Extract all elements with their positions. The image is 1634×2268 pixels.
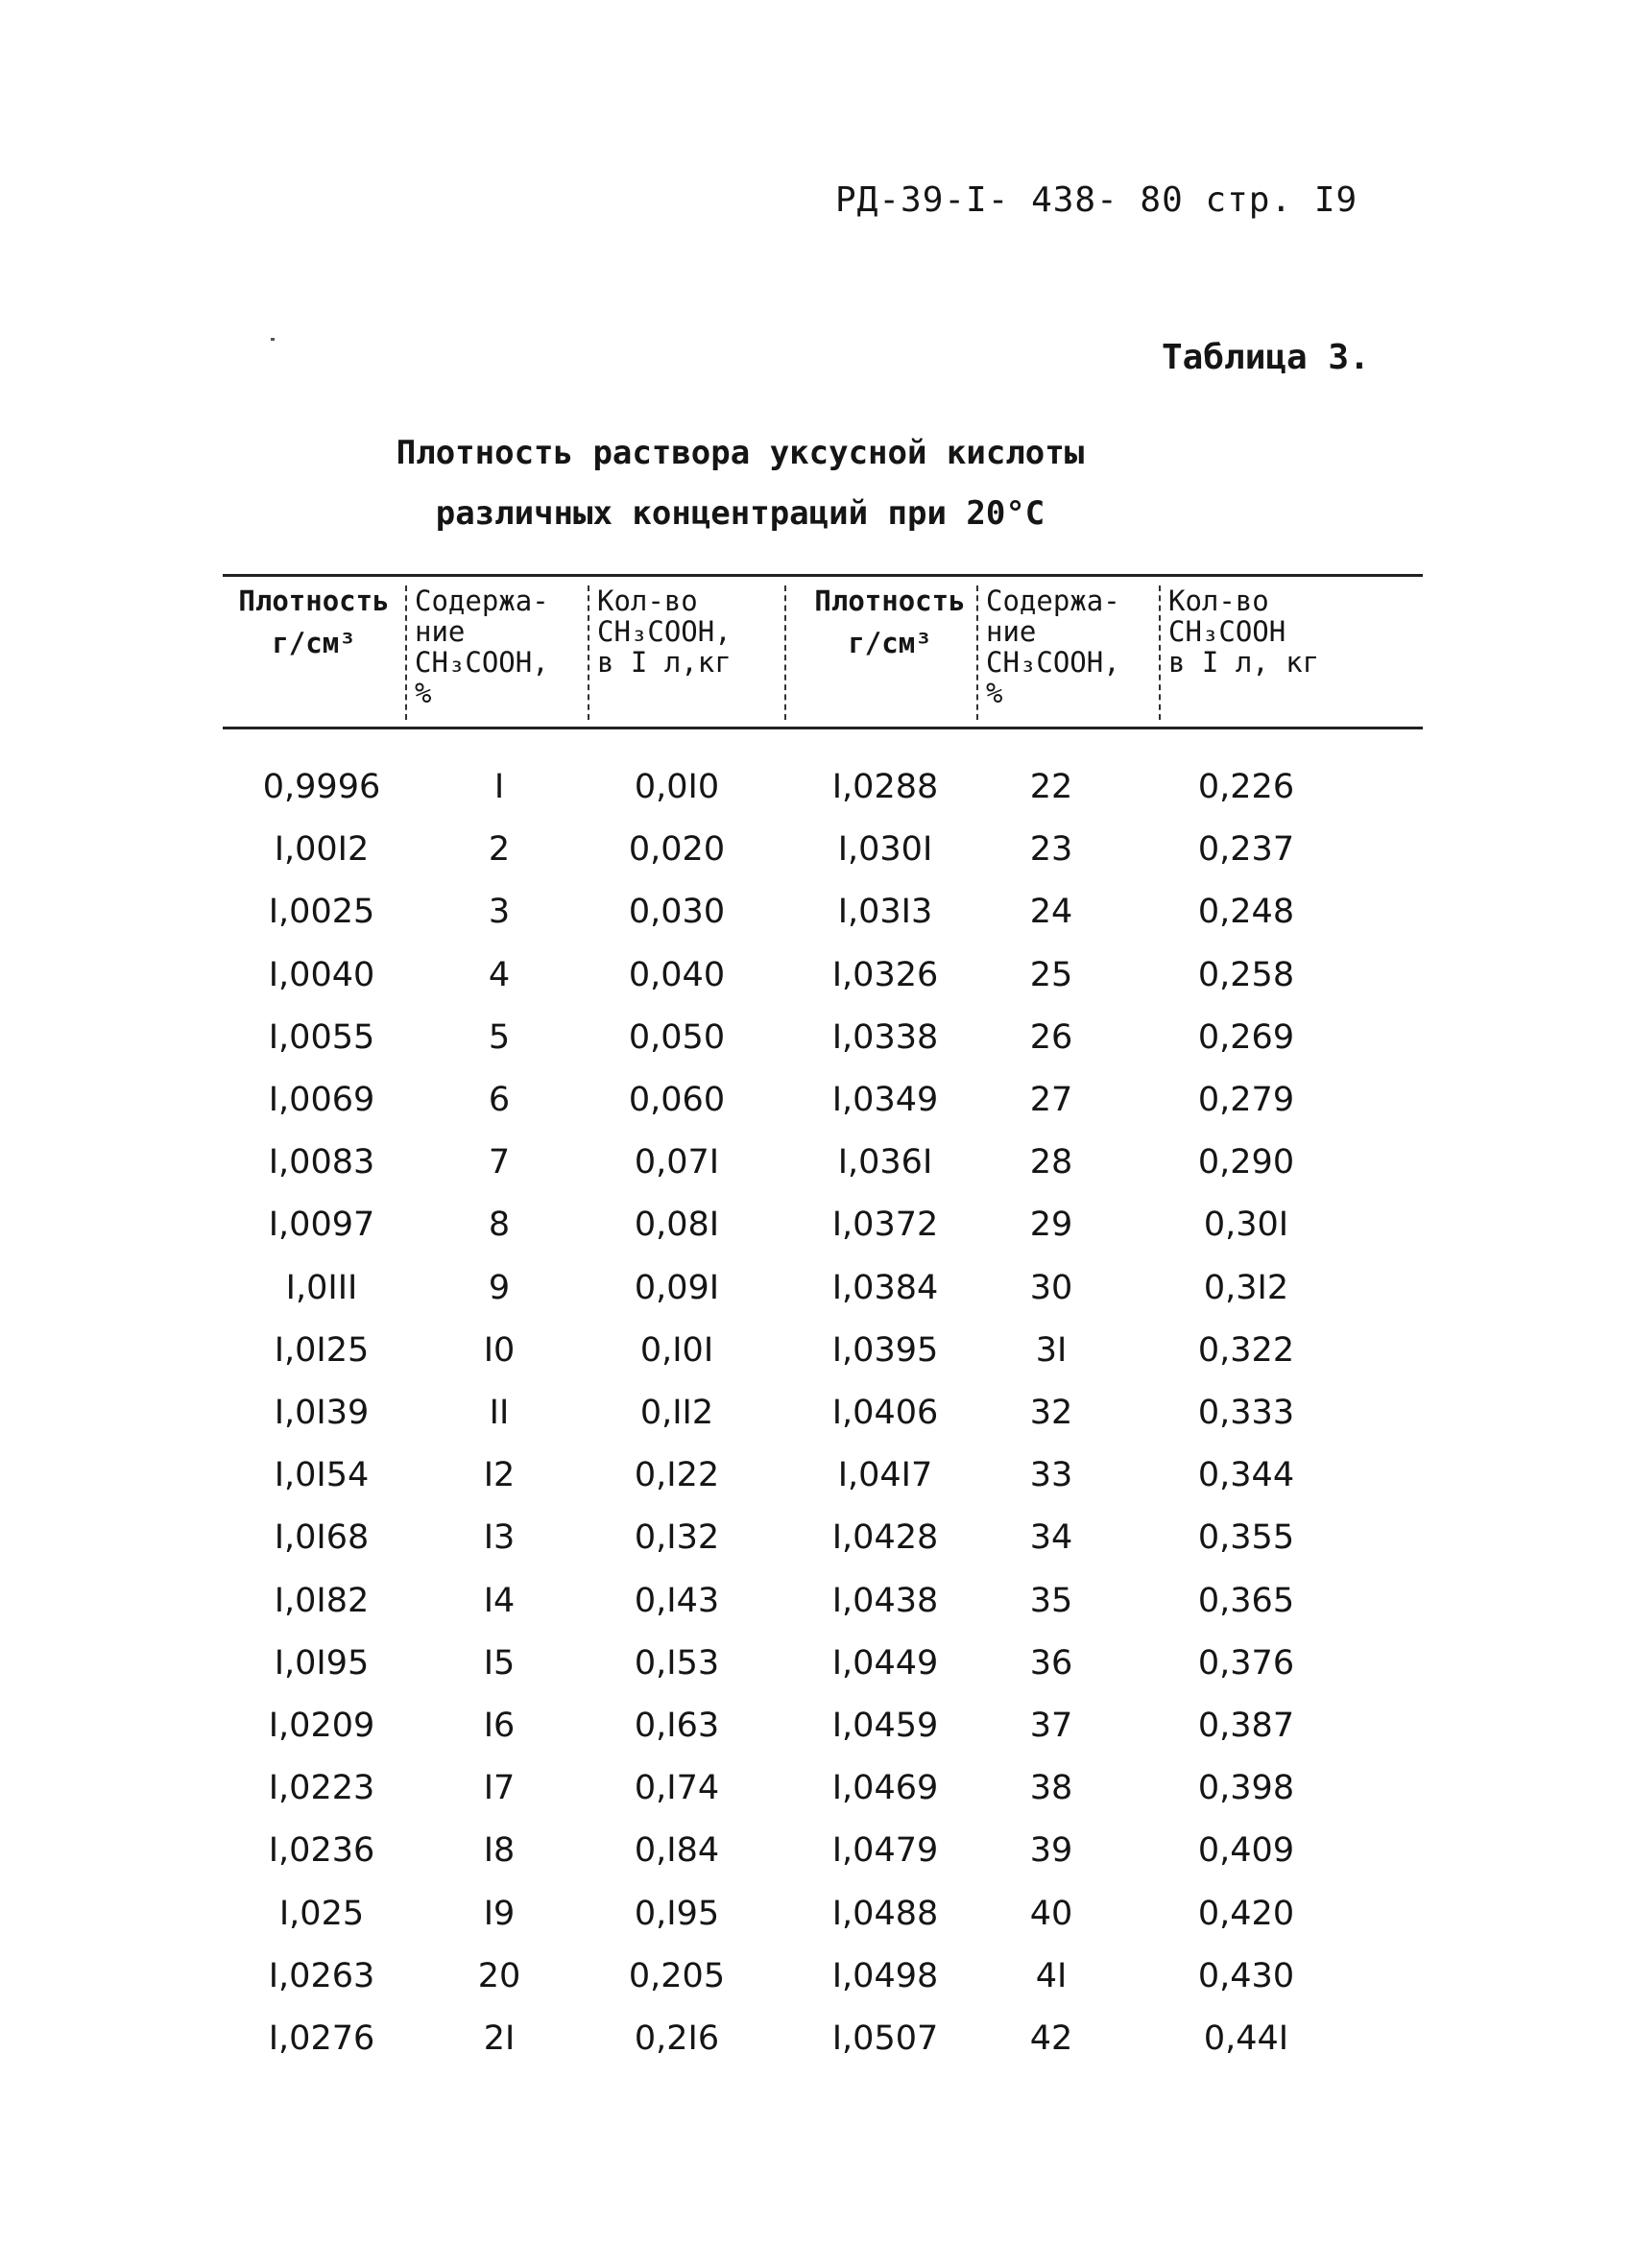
header-line: г/см³ — [272, 627, 356, 659]
header-line: CH₃COOH, — [986, 646, 1120, 679]
table-cell: 0,І43 — [634, 1581, 720, 1620]
table-cell: 0,226 — [1197, 768, 1295, 806]
table-top-rule — [223, 574, 1423, 577]
table-cell: 0,269 — [1197, 1017, 1295, 1057]
header-line: г/см³ — [848, 627, 932, 659]
table-header-rule — [223, 727, 1423, 729]
header-line: Кол-во — [597, 585, 698, 617]
table-cell: 0,І74 — [634, 1769, 720, 1808]
table-cell: І,0055 — [268, 1017, 375, 1057]
table-row — [0, 1957, 1634, 2015]
table-cell: І5 — [483, 1643, 516, 1683]
table-row — [0, 1269, 1634, 1326]
header-cell-3 — [588, 585, 794, 720]
table-cell: І,036І — [837, 1143, 933, 1182]
table-row — [0, 1018, 1634, 1076]
table-cell: 7 — [488, 1143, 511, 1182]
table-cell: 0,205 — [628, 1956, 726, 1995]
table-cell: І,0507 — [831, 2019, 939, 2058]
header-line: Плотность — [238, 585, 390, 617]
header-line: CH₃COOH — [1168, 615, 1286, 648]
table-cell: І,0236 — [268, 1831, 375, 1871]
table-row — [0, 956, 1634, 1014]
table-cell: І3 — [483, 1518, 516, 1558]
table-cell: 0,08І — [634, 1206, 720, 1245]
table-cell: 29 — [1029, 1206, 1073, 1245]
table-row — [0, 1831, 1634, 1889]
header-cell-4 — [784, 585, 986, 720]
table-cell: 0,9996 — [262, 768, 381, 806]
table-cell: І,0372 — [831, 1206, 939, 1245]
table-cell: 0,3І2 — [1203, 1268, 1289, 1307]
header-line: % — [415, 677, 432, 709]
table-cell: 27 — [1029, 1081, 1073, 1119]
table-cell: І2 — [483, 1456, 516, 1495]
table-cell: І — [493, 768, 505, 806]
table-cell: 0,030 — [628, 893, 726, 932]
table-row — [0, 1769, 1634, 1826]
table-cell: І,0І25 — [274, 1330, 370, 1370]
table-cell: 0,290 — [1197, 1143, 1295, 1182]
table-cell: І,0І39 — [274, 1394, 370, 1432]
table-cell: 38 — [1029, 1769, 1073, 1808]
table-row — [0, 1081, 1634, 1138]
table-cell: 5 — [488, 1017, 511, 1057]
table-cell: І,0338 — [831, 1017, 939, 1057]
header-line: в І л, кг — [1168, 646, 1320, 679]
table-cell: 0,355 — [1197, 1518, 1295, 1558]
table-cell: 0,237 — [1197, 830, 1295, 870]
table-cell: 23 — [1029, 830, 1073, 870]
table-cell: І,00І2 — [274, 830, 370, 870]
table-cell: І,0498 — [831, 1956, 939, 1995]
table-cell: 0,040 — [628, 955, 726, 994]
table-cell: І,0І82 — [274, 1581, 370, 1620]
table-cell: 0,409 — [1197, 1831, 1295, 1871]
table-cell: 32 — [1029, 1394, 1073, 1432]
table-row — [0, 1394, 1634, 1451]
table-cell: 0,44І — [1203, 2019, 1289, 2058]
table-cell: І,0209 — [268, 1707, 375, 1745]
table-cell: 0,09І — [634, 1268, 720, 1307]
table-cell: 0,398 — [1197, 1769, 1295, 1808]
table-cell: 0,365 — [1197, 1581, 1295, 1620]
table-cell: І,0І54 — [274, 1456, 370, 1495]
table-cell: І,0040 — [268, 955, 375, 994]
document-header: РД-39-І- 438- 80 стр. І9 — [835, 180, 1358, 220]
header-line: Плотность — [814, 585, 966, 617]
table-cell: І,0395 — [831, 1330, 939, 1370]
table-label: Таблица 3. — [1162, 338, 1370, 377]
header-line: Содержа- — [986, 585, 1120, 617]
table-cell: І,0069 — [268, 1081, 375, 1119]
table-row — [0, 1518, 1634, 1576]
header-line: CH₃COOH, — [597, 615, 732, 648]
table-cell: І9 — [483, 1894, 516, 1933]
table-cell: 3І — [1035, 1330, 1068, 1370]
table-cell: 0,І95 — [634, 1894, 720, 1933]
table-cell: 0,ІІ2 — [639, 1394, 714, 1432]
table-cell: І,03І3 — [837, 893, 933, 932]
table-cell: І,0479 — [831, 1831, 939, 1871]
table-cell: І,0І95 — [274, 1643, 370, 1683]
table-cell: 34 — [1029, 1518, 1073, 1558]
table-cell: 0,258 — [1197, 955, 1295, 994]
table-cell: ІІ — [489, 1394, 510, 1432]
table-cell: 0,430 — [1197, 1956, 1295, 1995]
table-cell: 37 — [1029, 1707, 1073, 1745]
table-cell: 0,І63 — [634, 1707, 720, 1745]
table-cell: 0,07І — [634, 1143, 720, 1182]
table-cell: 6 — [488, 1081, 511, 1119]
table-cell: 20 — [477, 1956, 521, 1995]
table-cell: 0,333 — [1197, 1394, 1295, 1432]
table-cell: 9 — [488, 1268, 511, 1307]
table-cell: 0,248 — [1197, 893, 1295, 932]
table-cell: І,0276 — [268, 2019, 375, 2058]
table-cell: 40 — [1029, 1894, 1073, 1933]
header-cell-1 — [223, 585, 405, 720]
table-cell: І,025 — [278, 1894, 365, 1933]
table-cell: 36 — [1029, 1643, 1073, 1683]
table-cell: 28 — [1029, 1143, 1073, 1182]
table-cell: І,0488 — [831, 1894, 939, 1933]
table-cell: І,0449 — [831, 1643, 939, 1683]
header-cell-2 — [405, 585, 597, 720]
table-row — [0, 1582, 1634, 1639]
table-cell: І,0384 — [831, 1268, 939, 1307]
table-row — [0, 1707, 1634, 1764]
table-cell: 0,060 — [628, 1081, 726, 1119]
table-cell: І,0326 — [831, 955, 939, 994]
table-cell: І,0459 — [831, 1707, 939, 1745]
table-cell: 33 — [1029, 1456, 1073, 1495]
table-cell: 0,387 — [1197, 1707, 1295, 1745]
table-cell: 0,322 — [1197, 1330, 1295, 1370]
table-cell: 4І — [1035, 1956, 1068, 1995]
table-cell: 42 — [1029, 2019, 1073, 2058]
table-cell: 0,І0І — [639, 1330, 714, 1370]
header-line: в І л,кг — [597, 646, 732, 679]
table-cell: І,0І68 — [274, 1518, 370, 1558]
header-line: % — [986, 677, 1003, 709]
table-cell: І,0438 — [831, 1581, 939, 1620]
table-cell: 35 — [1029, 1581, 1073, 1620]
table-cell: 0,344 — [1197, 1456, 1295, 1495]
table-title-line2: различных концентраций при 20°С — [435, 494, 1045, 533]
header-cell-5 — [976, 585, 1168, 720]
table-row — [0, 1331, 1634, 1389]
table-row — [0, 1206, 1634, 1263]
header-line: Кол-во — [1168, 585, 1269, 617]
table-cell: 24 — [1029, 893, 1073, 932]
table-row — [0, 1143, 1634, 1201]
table-row — [0, 1456, 1634, 1514]
header-line: ние — [986, 615, 1037, 648]
table-cell: 0,30І — [1203, 1206, 1289, 1245]
table-cell: І,0469 — [831, 1769, 939, 1808]
table-cell: І0 — [483, 1330, 516, 1370]
table-cell: 4 — [488, 955, 511, 994]
table-cell: І,0ІІІ — [285, 1268, 358, 1307]
header-line: ние — [415, 615, 466, 648]
table-cell: 0,279 — [1197, 1081, 1295, 1119]
table-cell: 25 — [1029, 955, 1073, 994]
header-line: Содержа- — [415, 585, 549, 617]
table-cell: 3 — [488, 893, 511, 932]
table-cell: 30 — [1029, 1268, 1073, 1307]
table-cell: І7 — [483, 1769, 516, 1808]
table-cell: 8 — [488, 1206, 511, 1245]
table-title-line1: Плотность раствора уксусной кислоты — [396, 434, 1085, 472]
table-cell: І,0025 — [268, 893, 375, 932]
table-cell: 0,2І6 — [634, 2019, 720, 2058]
table-cell: І,0349 — [831, 1081, 939, 1119]
header-line: CH₃COOH, — [415, 646, 549, 679]
table-row — [0, 830, 1634, 888]
table-cell: 0,050 — [628, 1017, 726, 1057]
table-cell: 0,420 — [1197, 1894, 1295, 1933]
table-cell: І,0223 — [268, 1769, 375, 1808]
table-cell: І,0428 — [831, 1518, 939, 1558]
table-row — [0, 1895, 1634, 1952]
table-cell: 39 — [1029, 1831, 1073, 1871]
table-row — [0, 1644, 1634, 1702]
table-cell: 26 — [1029, 1017, 1073, 1057]
table-cell: 0,020 — [628, 830, 726, 870]
table-cell: І6 — [483, 1707, 516, 1745]
table-row — [0, 893, 1634, 950]
table-cell: І,0288 — [831, 768, 939, 806]
scan-speck — [271, 338, 275, 341]
table-cell: 0,376 — [1197, 1643, 1295, 1683]
table-cell: І4 — [483, 1581, 516, 1620]
table-row — [0, 768, 1634, 825]
table-cell: 2 — [488, 830, 511, 870]
table-cell: І,0263 — [268, 1956, 375, 1995]
table-cell: І,0406 — [831, 1394, 939, 1432]
table-cell: І,0097 — [268, 1206, 375, 1245]
table-cell: 0,І53 — [634, 1643, 720, 1683]
table-cell: 2І — [483, 2019, 516, 2058]
table-cell: 0,І84 — [634, 1831, 720, 1871]
table-row — [0, 2019, 1634, 2077]
header-cell-6 — [1159, 585, 1370, 720]
table-cell: 22 — [1029, 768, 1073, 806]
table-cell: І,030І — [837, 830, 933, 870]
table-cell: 0,0І0 — [634, 768, 720, 806]
table-cell: 0,І22 — [634, 1456, 720, 1495]
table-cell: І,04І7 — [837, 1456, 933, 1495]
table-cell: І8 — [483, 1831, 516, 1871]
table-cell: І,0083 — [268, 1143, 375, 1182]
table-cell: 0,І32 — [634, 1518, 720, 1558]
